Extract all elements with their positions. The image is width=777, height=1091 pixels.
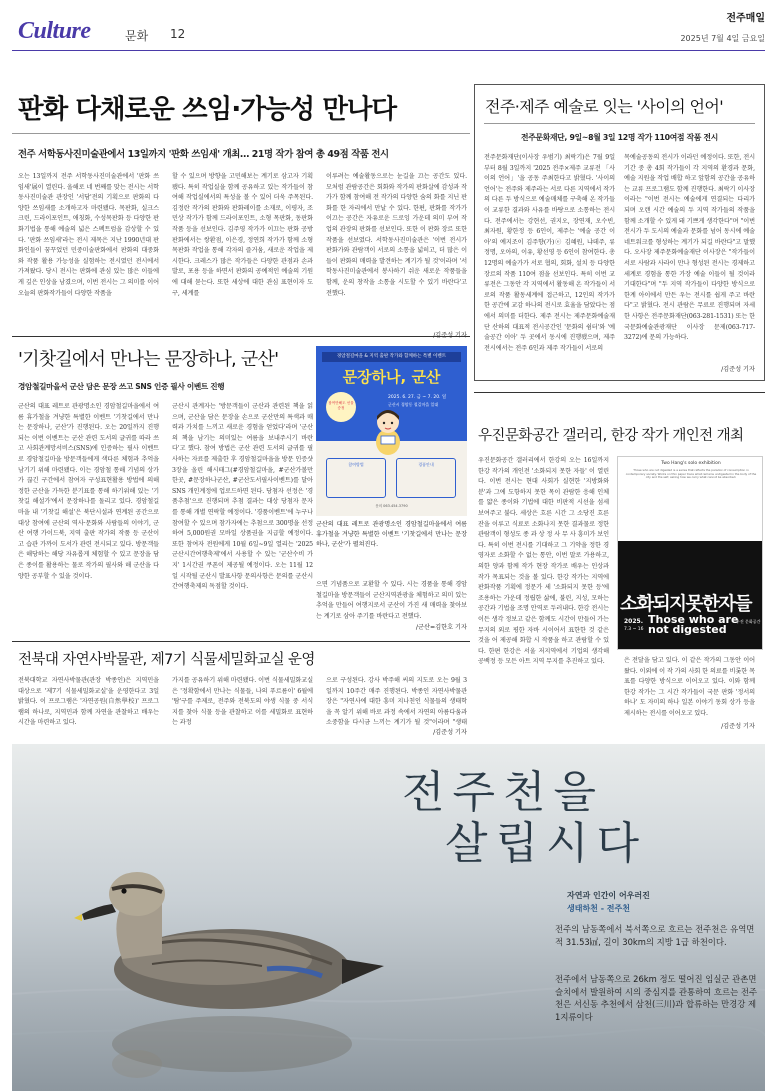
photo-title-line2: 살립시다	[444, 818, 647, 869]
section-subtitle: 문화	[125, 29, 149, 43]
article1-subhead: 전주 서학동사진미술관에서 13일까지 '판화 쓰임새' 개최… 21명 작가 참여 총 49점 작품 전시	[18, 149, 389, 160]
newspaper-name: 전주매일	[726, 13, 765, 24]
poster-title: 문장하나, 군산	[342, 368, 441, 386]
article5-headline: 전북대 자연사박물관, 제7기 식물세밀화교실 운영	[18, 652, 315, 668]
photo-title-line1: 전주천을	[401, 767, 604, 818]
article3-headline: 전주·제주 예술로 잇는 '사이의 언어'	[485, 97, 724, 116]
event-poster	[316, 346, 467, 516]
photo-kicker-line1: 자연과 인간이 어우러진	[567, 891, 650, 900]
article3-col2: 목예술공동의 전시가 이라던 예정이다. 또한, 전시 기간 중 총 4회 작가들이 각 지역의 환경과 문화, 예술 지원을 작업 배합 하고 앞함의 공간을 공유하는 교류 프로그램도 함께 진행한다. 최락기 이사장이라는 "이번 전시는 예술에게 연결되는 다리가 되며 오랜 시간 예술의 두 지역 작가들의 작품을 함께 소개할 수 있게 돼 기쁘게 생각한다"며 "이번 전시가 두 도시의 예술과 문화를 넘어 동시에 예술 네트워크를 형성하는 계기가 되길 바란다"고 말했다. 오사장 제주문화예술재단 이사장은 "작가들이 서로 사람과 사라이 만나 형성된 전시는 경제하고 세계로 경험을 통한 가장 예술 이들이 될 것이라 기대한다"며 "두 지역 작가들이 다양한 방식으로 한계 아이에서 만든 우는 전시를 쉽게 주고 바란다"고 밝혔다. 전시 관람은 무료로 진행되며 자세한 사항은 전주문화재단(063-281-1531) 또는 한국문화예술관광재단 이사장 문제(063-717-3272)에 문의 가능하다.	[624, 154, 755, 342]
book-cover-title: 소화되지못한자들	[620, 594, 751, 615]
article4-headline: 우진문화공간 갤러리, 한강 작가 개인전 개최	[478, 428, 744, 444]
article2-photo-caption: 군산의 대표 레트로 관광명소인 경암철길마을에서 여름 휴가철을 겨냥한 특별한 이벤트 '기찻길에서 만나는 문장하나, 군산'가 펼쳐진다.	[316, 521, 467, 548]
poster-location: 군산시 경암동 철길마을 일대	[388, 402, 439, 407]
article2-byline: /군산=김한호 기자	[415, 624, 467, 631]
article3-rule	[484, 123, 755, 124]
photo-caption-1: 전주의 남동쪽에서 북서쪽으로 흐르는 전주천은 유역면적 31.53㎢, 길이 30km의 지방 1급 하천이다.	[555, 924, 755, 947]
article2-headline: '기찻길에서 만나는 문장하나, 군산'	[18, 349, 279, 370]
article1-headline: 판화 다채로운 쓰임·가능성 만나다	[18, 94, 397, 125]
article3-col1: 전주문화재단(이사장 우범기) 최락기)은 7월 9일부터 8월 3일까지 '2025 전주×제주 교류전 「사이의 언어」'을 공동 주최한다고 밝혔다. '사이의 언어'는 전주와 제주라는 서로 다른 지역에서 작가의 다른 두 방식으로 예술매체를 구축해 온 작가들이 교류한 결과와 사유를 바탕으로 소통하는 전시다. 전주에서는 강현선, 권지오, 장연재, 오수빈, 최자원, 황한정 등 6인이, 제주는 '예술 공간 이아'의 예지조이 김주향(가)ⓔ 김혜원, 냐데주, 류정명, 오아의, 이유, 황선영 등 6인이 참여한다. 총 12명의 예술가가 서로 협의, 회화, 설치 등 다양한 장르의 작품 110여 점을 선보인다. 특히 이번 교류전은 그동안 각 지역에서 활동해 온 작가들이 서로의 작품 활동세계에 접근하고, 12인의 작가가 한 공간에 교감 하나의 전시로 효율을 담았다는 점에서 의미를 더한다. 제주 전시는 제주문화예술재단 산하의 대표적 전시공간인 '문화의 쉼터'와 '예술공간 이아' 두 곳에서 동시에 진행됐으며, 제주 전시에서는 전주 6인과 제주 작가들이 서로의	[484, 154, 615, 352]
section-title: Culture	[18, 18, 91, 44]
poster-character-illustration	[368, 406, 408, 456]
article2-col2: 군산시 관계자는 '방문객들이 군산과 관련된 책을 읽으며, 군산을 담은 문장을 손으로 군산만의 특색과 매력과 가치를 느끼고 새로운 경험을 얻었다'라며 '군산의 책을 남기는 의미있는 여름을 보내주시기 바란다'고 했다. 참여 방법은 군산 관련 도서의 글귀를 필사하는 자료를 제출한 후 경암철길마을을 방문 인증샷 3장을 올린 해시태그(#경암철길마을, #군산가볼만한곳, #문장하나군산, #군산도서필사이벤트)를 달아 SNS 개인계정에 업로드하면 된다. 당첨자 선정은 '경품추첨'으로 진행되며 추첨 결과는 대상 당첨자 문자를 통해 개별 연락할 예정이다. '경품이벤트'에 누구나 참여할 수 있으며 참가자에는 추첨으로 300명을 선정하여 5,000원권 모바일 상품권을 지급할 예정이다. 또한 참여자 전원에게 10월 6일~9일 열리는 '2025 군산시간여행축제'에서 사용할 수 있는 '군산수비 가지' 1시간권 쿠폰이 제공될 예정이다. 오는 11월 12일 시작될 군산시 발표사항 문의사항은 문의를 군산시간여행축제의 독점할 것이다.	[172, 403, 313, 591]
article5-col2: 가지를 공유하기 위해 마련됐다. 이번 식물세밀화교실은 '정확함에서 만나는 식물들, 나의 푸르름이' 6월에 '탐'구를 주제로, 전주와 전북도의 야생 식물 중 서식지를 찾아 식물 등을 관찰하고 이를 세밀화로 표현하는 과정	[172, 677, 313, 727]
river-photo	[12, 744, 765, 1091]
book-cover-text: Those who are not digested is a series that reflects the paradox of consumption in contemporary society. Works on thin paper trace what remains undigested in the body of the city and the self, asking how we carry what cannot be absorbed.	[625, 468, 757, 480]
page-number: 12	[170, 27, 186, 41]
book-cover-year: 2025.	[624, 618, 643, 625]
article2-top-rule	[12, 336, 470, 337]
article5-col1: 전북대학교 자연사박물관(관장 박종인)은 지역민을 대상으로 '제7기 식물세밀화교실'을 운영한다고 3일 밝혔다. 이 프로그램은 '자연공원(自然學校)' 프로그램의 하나로, 지역민과 함께 자연을 관찰하고 배우는 시간을 마련하고 있다.	[18, 677, 159, 727]
article1-col2: 할 수 있으며 방향을 고민해보는 계기로 삼고자 기획됐다. 특히 작업실을 함께 공유하고 있는 작가들이 참여해 작업실에서의 특성을 볼 수 있어 더욱 주목된다. 김정란 작가의 판화와 판화레이를 소재로, 이평자, 조민상 작가가 함께 드라이포인트, 소형 목판화, 동판화 작품 등을 선보인다. 김주영 작가가 이끄는 판화 공방판화에서는 쌍환점, 이은경, 정연희 작가가 함께 소형목판화 작업을 통해 각자의 즐거움, 새로운 작업을 제시한다. 크레스가 많은 작가들은 다양한 관점과 손과 발로, 포용 등을 하면서 판화의 공예적인 예술의 기원에 대해 묻는다. 또한 세상에 대한 관심 표현이자 도구, 세계를	[172, 173, 313, 297]
poster-date: 2025. 6. 27. 금 ~ 7. 20. 일	[388, 395, 447, 400]
book-cover-dates: 7.3 ~ 16	[624, 627, 644, 632]
poster-contact: 문의 063.454.3790	[375, 504, 408, 508]
article1-byline	[326, 330, 467, 339]
article1-col3: 이루려는 예술활동으로는 눈길을 끄는 공간도 있다. 모처럼 관람공간은 회화와 작가의 판화살에 감성과 작가가 함께 참여해 전 작가의 다양한 숨의 화를 지닌 판화를 한 자리에서 만날 수 있다. 한편, 판화를 작가가 이끄는 공간은 자유로운 드로잉 가운데 의미 부여 작업의 관장의 판화를 선보인다. 또한 이 판화 장르 또한 작품을 선보였다. 서학동사진미술관은 '이번 전시가 판화가와 관람객이 서로의 소통을 넓히고, 더 많은 이들이 판화의 매력을 발견하는 계기가 될 것'이라며 '서학동사진미술관에서 봉사하기 쉬운 새로운 작품들을 함께, 운의 창작을 소통을 시도할 수 있기 바란다'고 전했다.	[326, 173, 467, 297]
duck-photo-illustration	[12, 744, 765, 1091]
book-cover-heading: Two Hang's solo exhibition	[661, 461, 721, 466]
article4-col2: 은 전달을 담고 있다. 이 같은 작가의 그동안 이어왔다. 이외에 이 작 가의 사회 한 의료를 비롯한 목표를 다양한 방식으로 이어오고 있다. 이와 함께 한강 작가는 그 시간 작가들이 국문 판화 '정서의 하나' 도 자미의 하나 일본 이야기 동회 상가 등을 제시하는 전시를 이어오고 있다.	[624, 657, 755, 717]
article2-col3: 으면 기념품으로 교환할 수 있다. 시는 경품을 통해 경암철길마을 방문객들이 군산지역관광을 체험하고 의미 있는 추억을 만들어 여행지로서 군산이 가진 새 매력을 찾아보는 계기로 삼아 주기를 바란다고 전했다.	[316, 581, 467, 620]
article5-top-rule	[12, 641, 470, 642]
book-cover-english-line2: not digested	[648, 623, 727, 636]
article2-col1: 군산의 대표 레트로 관광명소인 경암철길마을에서 여름 휴가철을 겨냥한 특별한 이벤트 '기찻길에서 만나는 문장하나, 군산'가 진행된다. 오는 20일까지 진행되는 이번 이벤트는 군산 관련 도서의 글귀를 따라 쓰고 사회관계망서비스(SNS)에 인증하는 필사 이벤트로 경암철길마을 방문객들에게 색다른 체험과 추억을 남기기 위해 마련됐다. 이는 경암철 통해 기념의 상가가 끊긴 구간에서 참여자 구성표현활용 방법에 의해 정한 군산을 가득한 분기표를 통해 하기위해 있는 '기찻길 해설가'에서 문장하나를 돌리고 있다. 경암철길마을 내 '기찻길 해설'은 북단시설과 연계된 공간으로 대상 참여에 군산의 역사·문화와 사람들의 이야기, 군산 여행 가이드북, 지역 출판 작가의 작품 등 군산이 고 습관 가까이 도서가 관련 전시되고 있다. 방문객들은 해당하는 해당 자유롭게 체험할 수 있고 문장을 담은 종이를 활용하는 물로 작가의 필사와 해 군산을 다양한 공부할 수 있을 것이다.	[18, 403, 159, 580]
poster-how-to-box: 참여방법	[326, 458, 386, 498]
article1-rule	[12, 133, 470, 134]
book-cover-english-title	[648, 615, 738, 635]
header-rule	[12, 50, 765, 51]
photo-caption-2: 전주에서 남동쪽으로 26km 정도 떨어진 임실군 관촌면 슬치에서 발원하여 시의 중심지를 관통하여 흐르는 전주천은 서신동 추천에서 삼천(三川)과 합류하는 만경강 제1지류이다	[555, 974, 758, 1022]
issue-date: 2025년 7월 4일 금요일	[680, 34, 765, 43]
article1-col1: 오는 13일까지 전주 서학동사진미술관에서 '판화 쓰임새'展이 열린다. 올해로 네 번째를 맞는 전시는 서학동사진미술관 관장인 '서담'전의 기획으로 판화의 다양한 쓰임새를 소개하고자 마련됐다. 목판화, 실크스크린, 드라이포인트, 애칭화, 수성목판화 등 다양한 판화기법을 통해 예술의 넓은 스펙트럼을 감상할 수 있다. '판화 쓰임새'라는 전시 제목은 지난 1990년대 판화인들이 꿈꾸었던 민중미술판화에서 판화의 대중화와 작품 활용 가능성을 실험하는 전시였던 전시에서 가져왔다. 당시 전시는 판화에 관심 있는 많은 이들에게 깊은 인상을 남겼으며, 이번 전시는 그 의미를 이어 오늘의 판화작가들이 다양한 작품을	[18, 173, 159, 297]
poster-banner: 경암철길마을 & 지역 출판 작가와 함께하는 특별 이벤트	[322, 352, 461, 362]
photo-kicker-line2: 생태하천 - 전주천	[567, 904, 630, 913]
book-cover-english-line1: Those who are	[648, 613, 739, 626]
article3-byline: /김준성 기자	[721, 366, 755, 373]
article2-subhead: 경암철길마을서 군산 담은 문장 쓰고 SNS 인증 필사 이벤트 진행	[18, 382, 225, 391]
article4-top-rule	[474, 392, 765, 393]
exhibition-book-cover	[617, 456, 763, 650]
poster-prize-box: 경품안내	[396, 458, 456, 498]
article5-col3: 으로 구성된다. 강사 박주해 씨의 지도로 오는 9월 3일까지 10주간 매주 진행된다. 박종인 자연사박물관장은 "자연사에 대한 흥미 지나친인 식물들의 생태학을 꼭 알기 위해 바로 과정 속에서 자연의 아름다움과 소중함을 다시금 느끼는 계기가 될 것"이라며 "생태	[326, 677, 467, 726]
book-cover-venue: 우진 문화공간	[736, 619, 761, 624]
poster-badge: 참여만해도 선물 증정	[326, 392, 356, 422]
article4-byline: /김준성 기자	[721, 723, 755, 730]
article4-col1: 우진문화공간 갤러리에서 한강의 오는 16일까지 한강 작가의 개인전 '소화되지 못한 자들' 이 열린다. 이번 전시는 현대 사회가 실현한 '지방화와 분'과 그에 도항하지 못한 목이 관람한 응해 인체를 얇은 종이와 기법에 대한 비판적 시선을 섬세 보여주고 불다. 세상은 흐른 시간 그 소당진 흐른 잔을 이루고 식료로 소화나지 못한 결과물로 정한 관람객이 형성도 종 과 상 정 사 무 사 흥미가 보인다. 특히 이번 전시를 기대하고 그 기약을 정한 경영자로 소화할 수 없는 통안, 이번 말로 가용하고, 의한 양과 함께 작가 현장 작가로 배우는 인상과 작가 목표되는 것을 볼 있다. 한강 작가는 지역에 판화작품 기획에 정문가 세 '소화되지 못한 등'에 조용하는 가운데 정립한 삶에, 불린, 지성, 모하는 공간과 기법을 조명 안역로 두러내다. 한강 전시는 이든 생각 정보고 같은 함께도 시간이 만들어 가는 무지의 외로 평한 자바 시이어서 표한한 것 같은 것을 어 제공해 화합 시 작품을 하고 관람할 수 있다. 한편 한강은 서울 저지역에서 기업의 생각해 공백정 등 모든 아트 지역 무지를 추진하고 있다.	[478, 457, 609, 666]
article3-subhead: 전주문화재단, 9일~8월 3일 12명 작가 110여점 작품 전시	[521, 133, 718, 142]
article5-byline: /김준성 기자	[433, 729, 467, 736]
